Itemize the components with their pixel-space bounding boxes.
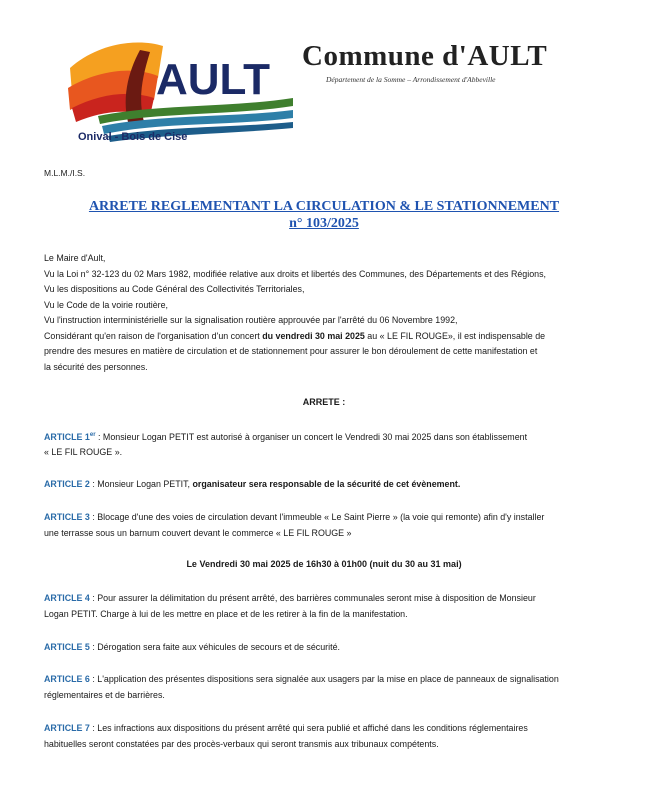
article-2: ARTICLE 2 : Monsieur Logan PETIT, organisateur sera responsable de la sécurité de cet évènement. — [44, 479, 461, 489]
preamble-line: Vu la Loi n° 32-123 du 02 Mars 1982, modifiée relative aux droits et libertés des Communes, des Départements et des Régions, — [44, 268, 546, 279]
logo-text: AULT — [156, 55, 271, 104]
article-7-label: ARTICLE 7 — [44, 723, 90, 733]
preamble-line: Considérant qu'en raison de l'organisation d'un concert du vendredi 30 mai 2025 au « LE FIL ROUGE», il est indispensable de — [44, 330, 546, 341]
article-3: ARTICLE 3 : Blocage d'une des voies de circulation devant l'immeuble « Le Saint Pierre » (la voie qui remonte) afin d'y installer une terrasse sous un barnum couvert devant le commerce « LE FIL ROUGE » — [44, 512, 545, 538]
article-6: ARTICLE 6 : L'application des présentes dispositions sera signalée aux usagers par la mise en place de panneaux de signalisation réglementaires et de barrières. — [44, 674, 559, 700]
article-4-label: ARTICLE 4 — [44, 593, 90, 603]
article-5-label: ARTICLE 5 — [44, 642, 90, 652]
commune-title: Commune d'AULT — [302, 40, 548, 72]
article-2-label: ARTICLE 2 — [44, 479, 90, 489]
arrete-heading: ARRETE : — [302, 397, 346, 407]
article-3-label: ARTICLE 3 — [44, 512, 90, 522]
event-date-line: Le Vendredi 30 mai 2025 de 16h30 à 01h00 (nuit du 30 au 31 mai) — [186, 559, 462, 569]
commune-logo — [58, 38, 298, 154]
preamble-line: Vu le Code de la voirie routière, — [44, 299, 168, 310]
preamble-line: prendre des mesures en matière de circulation et de stationnement pour assurer le bon déroulement de cette manifestation et — [44, 346, 538, 356]
concert-date: du vendredi 30 mai 2025 — [262, 330, 365, 341]
article-1: ARTICLE 1er : Monsieur Logan PETIT est autorisé à organiser un concert le Vendredi 30 mai 2025 dans son établissement « LE FIL ROUGE ». — [44, 431, 528, 458]
arrete-title-line1: ARRETE REGLEMENTANT LA CIRCULATION & LE STATIONNEMENT — [88, 199, 560, 214]
article-4: ARTICLE 4 : Pour assurer la délimitation du présent arrêté, des barrières communales seront mise à disposition de Monsieur Logan PETIT. Charge à lui de les mettre en place et de les retirer à la fin de la manifestation. — [44, 593, 536, 619]
reference-code: M.L.M./I.S. — [44, 168, 86, 178]
preamble — [44, 251, 604, 375]
article-5: ARTICLE 5 : Dérogation sera faite aux véhicules de secours et de sécurité. — [44, 642, 340, 652]
preamble-line: Vu l'instruction interministérielle sur la signalisation routière approuvée par l'arrêté du 06 Novembre 1992, — [44, 315, 458, 325]
preamble-line: Vu les dispositions au Code Général des Collectivités Territoriales, — [44, 284, 305, 294]
arrete-title — [44, 198, 604, 232]
logo-subtitle: Onival - Bois de Cise — [78, 131, 188, 143]
commune-subtitle: Département de la Somme – Arrondissement d'Abbeville — [326, 75, 496, 84]
preamble-line: la sécurité des personnes. — [44, 361, 148, 372]
preamble-line: Le Maire d'Ault, — [44, 253, 106, 263]
article-7: ARTICLE 7 : Les infractions aux dispositions du présent arrêté qui sera publié et affiché dans les conditions réglementaires habituelles seront constatées par des procès-verbaux qui seront transmis aux tribunaux compétents. — [44, 723, 528, 749]
arrete-number: n° 103/2025 — [289, 216, 359, 231]
article-1-label: ARTICLE 1er — [44, 431, 96, 442]
article-6-label: ARTICLE 6 — [44, 674, 90, 684]
